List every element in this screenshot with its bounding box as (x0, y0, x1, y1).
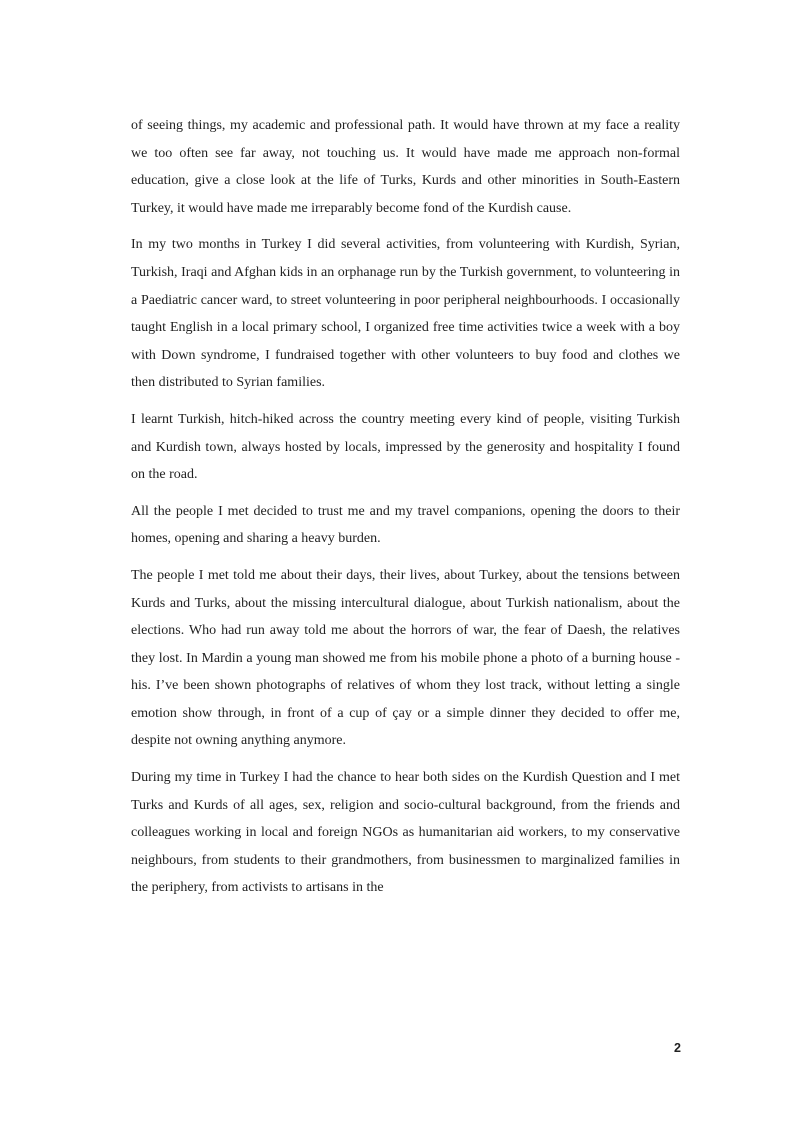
page-number: 2 (674, 1041, 681, 1055)
paragraph-2: In my two months in Turkey I did several activities, from volunteering with Kurdish, Syrian, Turkish, Iraqi and Afghan kids in an orphanage run by the Turkish government, to volunteering in a Paediatric cancer ward, to street volunteering in poor peripheral neighbourhoods. I occasionally taught English in a local primary school, I organized free time activities twice a week with a boy with Down syndrome, I fundraised together with other volunteers to buy food and clothes we then distributed to Syrian families. (131, 237, 680, 391)
paragraph-5: The people I met told me about their days, their lives, about Turkey, about the tensions between Kurds and Turks, about the missing intercultural dialogue, about Turkish nationalism, about the elections. Who had run away told me about the horrors of war, the fear of Daesh, the relatives they lost. In Mardin a young man showed me from his mobile phone a photo of a burning house -his. I’ve been shown photographs of relatives of whom they lost track, without letting a single emotion show through, in front of a cup of çay or a simple dinner they decided to offer me, despite not owning anything anymore. (131, 567, 680, 749)
paragraph-1: of seeing things, my academic and professional path. It would have thrown at my face a reality we too often see far away, not touching us. It would have made me approach non-formal education, give a close look at the life of Turks, Kurds and other minorities in South-Eastern Turkey, it would have made me irreparably become fond of the Kurdish cause. (131, 118, 680, 216)
body-text (131, 112, 680, 911)
paragraph-4: All the people I met decided to trust me and my travel companions, opening the doors to their homes, opening and sharing a heavy burden. (131, 503, 680, 547)
paragraph-3: I learnt Turkish, hitch-hiked across the country meeting every kind of people, visiting Turkish and Kurdish town, always hosted by locals, impressed by the generosity and hospitality I found on the road. (131, 411, 680, 483)
paragraph-6: During my time in Turkey I had the chance to hear both sides on the Kurdish Question and I met Turks and Kurds of all ages, sex, religion and socio-cultural background, from the friends and colleagues working in local and foreign NGOs as humanitarian aid workers, to my conservative neighbours, from students to their grandmothers, from businessmen to marginalized families in the periphery, from activists to artisans in the (131, 770, 680, 896)
